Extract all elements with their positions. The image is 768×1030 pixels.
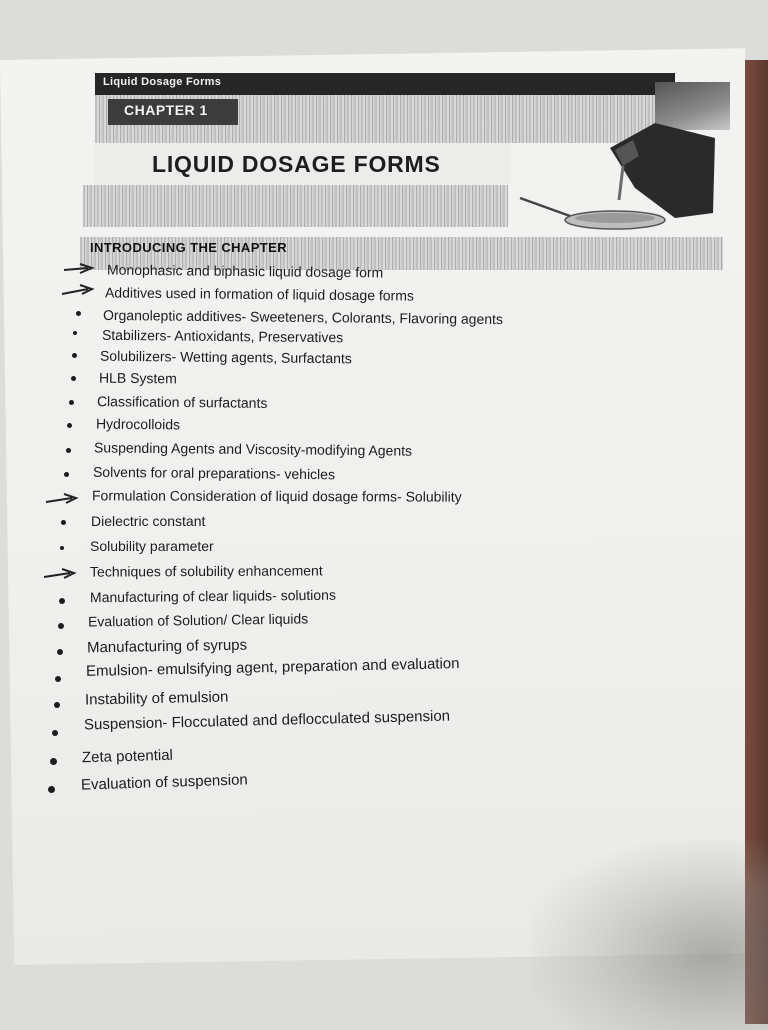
list-item: HLB System [98,369,177,387]
list-item: Additives used in formation of liquid dosage forms [104,284,415,304]
list-item: Evaluation of suspension [80,771,249,794]
page-title: LIQUID DOSAGE FORMS [152,151,441,177]
bullet-dot-icon [67,423,72,428]
list-item: Solubility parameter [90,538,214,554]
pen-arrow-icon [62,262,96,276]
bullet-dot-icon [55,676,61,682]
list-item: Formulation Consideration of liquid dosage forms- Solubility [91,487,462,505]
bullet-dot-icon [66,448,71,453]
list-item: Classification of surfactants [96,393,268,411]
bullet-dot-icon [54,702,60,708]
bullet-dot-icon [57,649,63,655]
bullet-dot-icon [72,353,77,358]
pen-arrow-icon [42,567,78,581]
list-item: Monophasic and biphasic liquid dosage form [106,261,384,281]
bullet-dot-icon [52,730,58,736]
list-item: Techniques of solubility enhancement [89,562,323,580]
list-item: Zeta potential [81,746,174,767]
list-item: Emulsion- emulsifying agent, preparation and evaluation [85,655,460,680]
running-head: Liquid Dosage Forms [103,76,222,88]
bullet-dot-icon [76,311,81,316]
list-item: Solubilizers- Wetting agents, Surfactants [99,347,352,367]
bullet-dot-icon [48,786,55,793]
list-item: Stabilizers- Antioxidants, Preservatives [101,326,344,346]
bullet-dot-icon [59,598,65,604]
list-item: Manufacturing of syrups [86,636,248,657]
bullet-dot-icon [73,331,77,335]
list-item: Evaluation of Solution/ Clear liquids [87,610,309,630]
pen-arrow-icon [44,492,80,506]
list-item: Manufacturing of clear liquids- solutions [89,586,336,606]
list-item: Organoleptic additives- Sweeteners, Colorants, Flavoring agents [102,306,504,328]
list-item: Dielectric constant [91,513,206,529]
list-item: Instability of emulsion [84,688,229,709]
bullet-dot-icon [61,520,66,525]
list-item: Suspending Agents and Viscosity-modifying Agents [93,439,413,459]
bullet-dot-icon [64,472,69,477]
list-item: Hydrocolloids [95,415,181,433]
pen-arrow-icon [60,284,96,298]
bullet-dot-icon [50,758,57,765]
bullet-dot-icon [69,400,74,405]
bullet-dot-icon [60,546,64,550]
bullet-dot-icon [71,376,76,381]
list-item: Solvents for oral preparations- vehicles [92,463,336,483]
chapter-label: CHAPTER 1 [124,102,208,118]
intro-heading: INTRODUCING THE CHAPTER [90,240,287,255]
list-item: Suspension- Flocculated and deflocculated suspension [83,707,451,734]
bullet-dot-icon [58,623,64,629]
